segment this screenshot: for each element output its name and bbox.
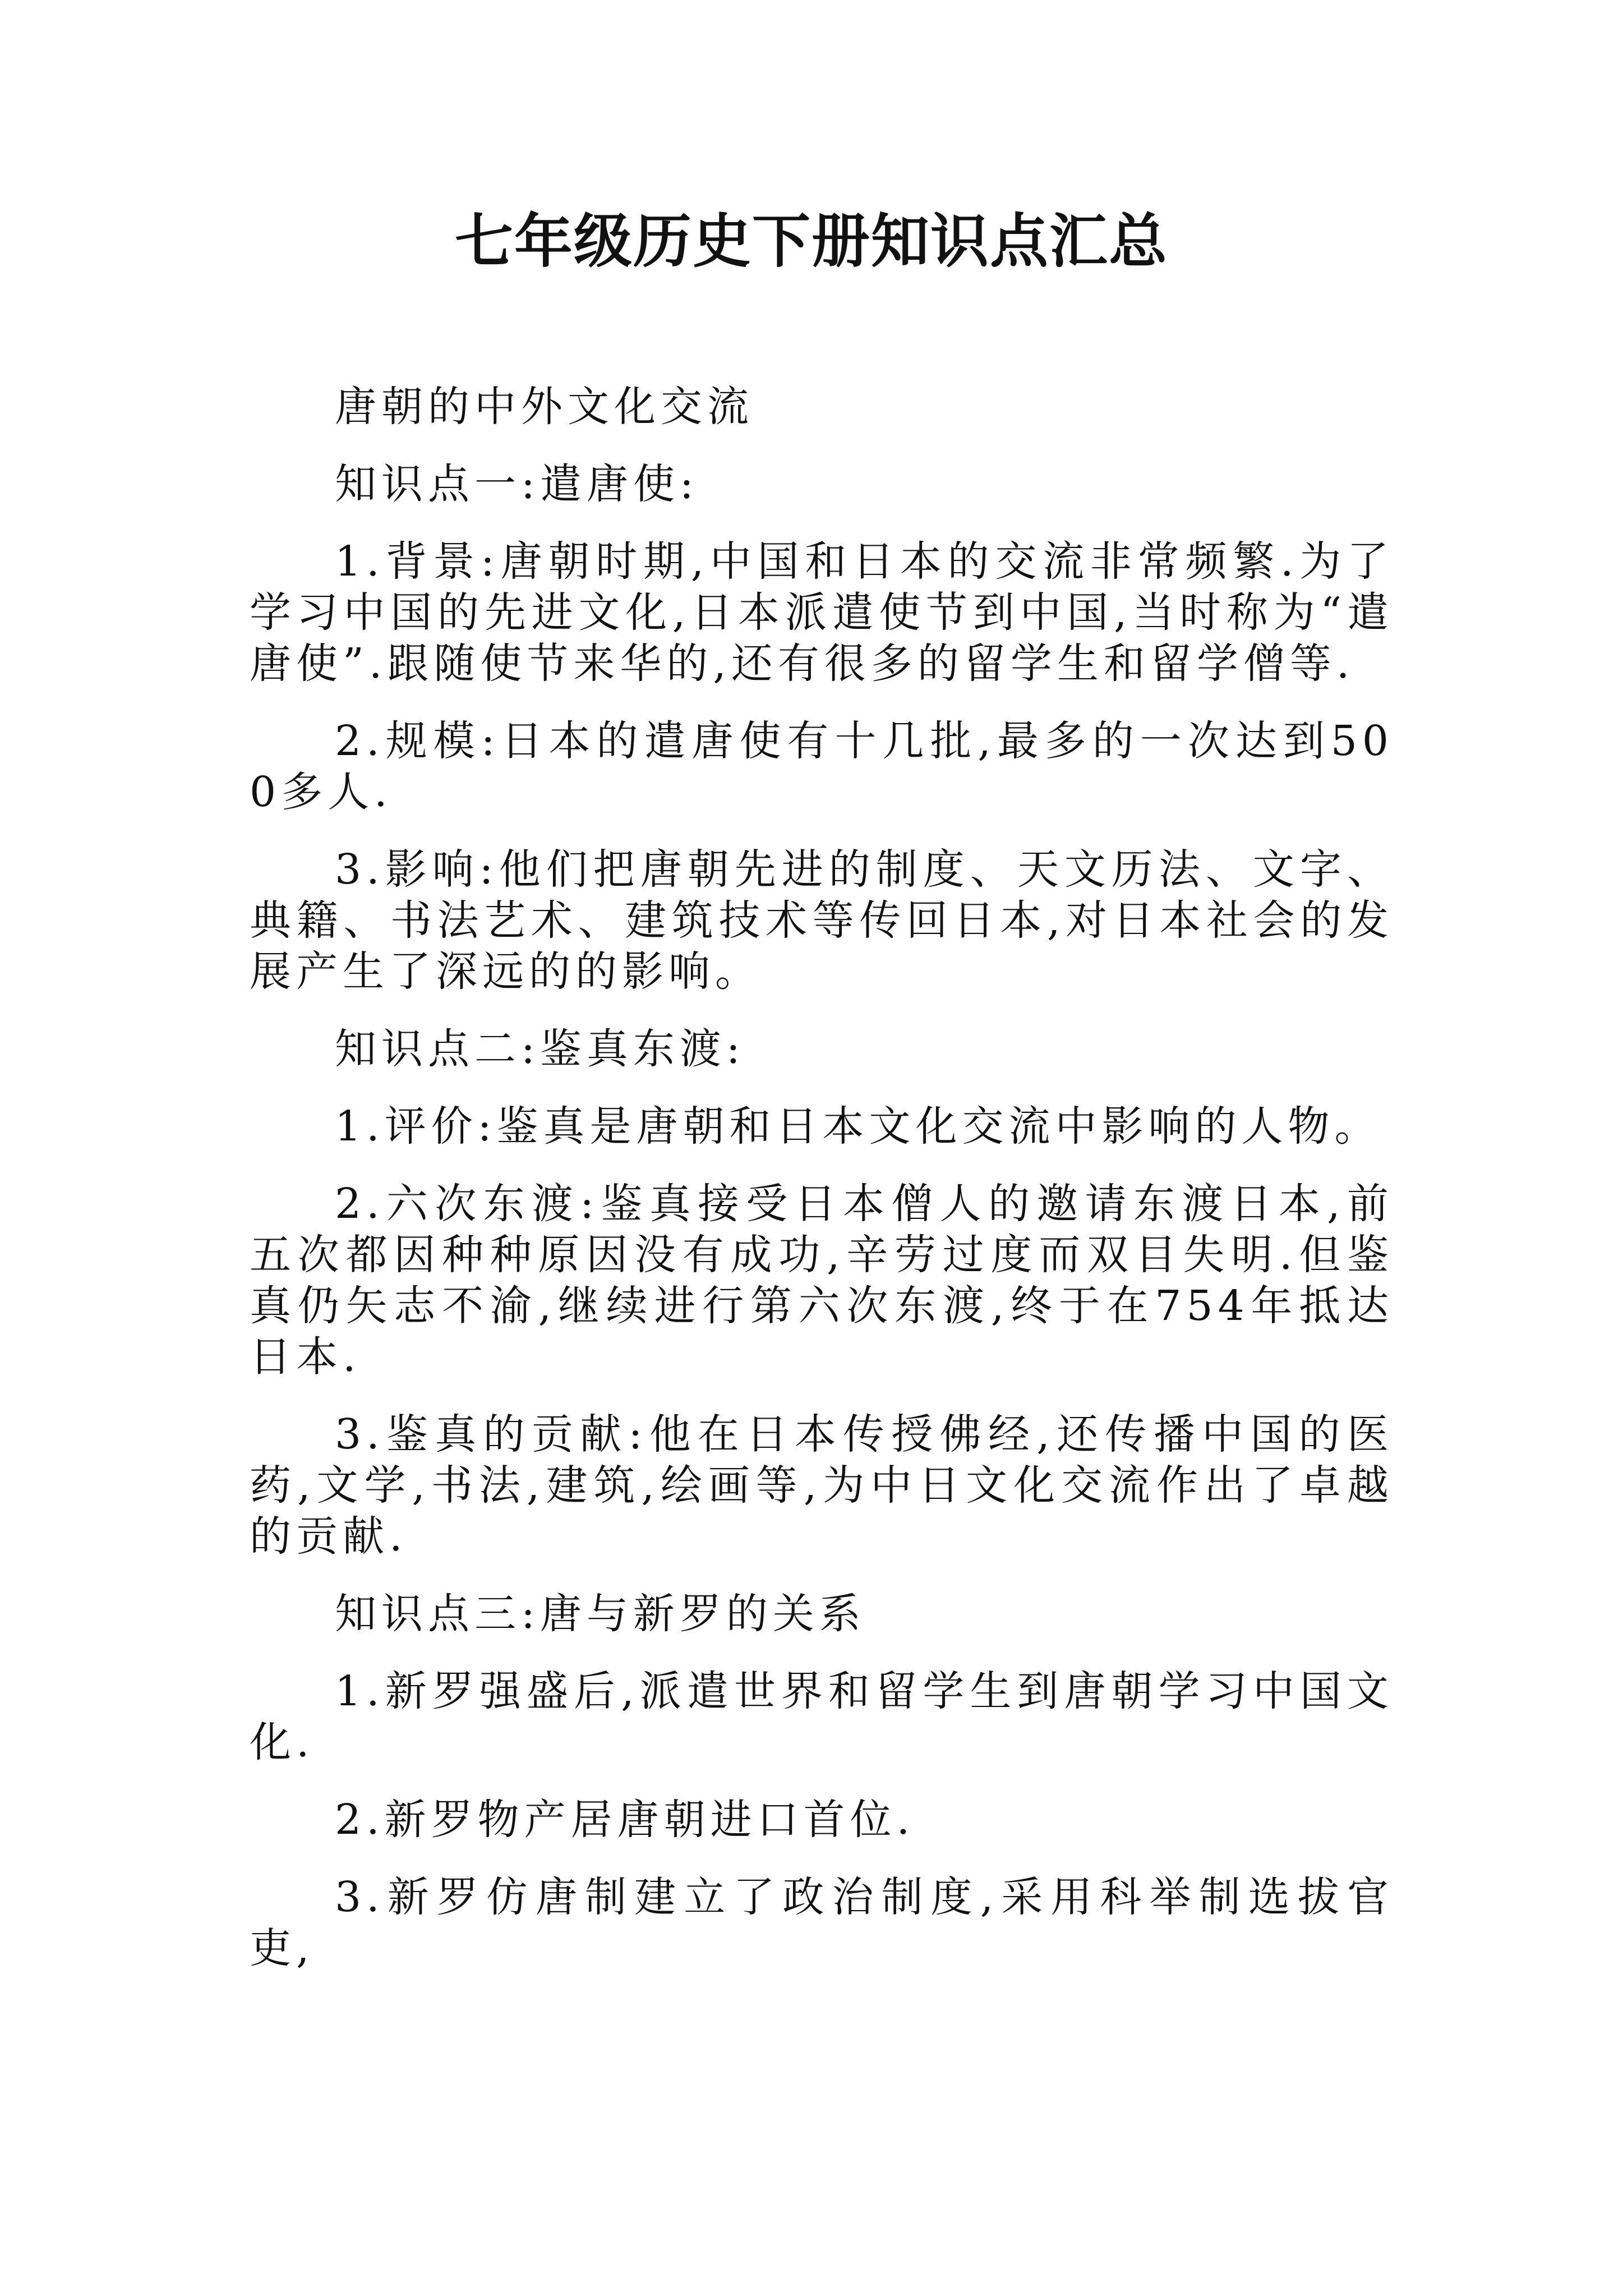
body-paragraph: 1.背景:唐朝时期,中国和日本的交流非常频繁.为了学习中国的先进文化,日本派遣使节到中国,当时称为“遣唐使”.跟随使节来华的,还有很多的留学生和留学僧等.: [250, 537, 1394, 688]
document-body: [250, 381, 1394, 2000]
section-heading: 唐朝的中外文化交流: [335, 383, 754, 431]
body-paragraph: 2.规模:日本的遣唐使有十几批,最多的一次达到500多人.: [250, 717, 1394, 816]
body-paragraph: 3.新罗仿唐制建立了政治制度,采用科举制选拔官吏,: [250, 1873, 1394, 1972]
body-paragraph: 3.鉴真的贡献:他在日本传授佛经,还传播中国的医药,文学,书法,建筑,绘画等,为中日文化交流作出了卓越的贡献.: [250, 1410, 1394, 1561]
body-paragraph: 3.影响:他们把唐朝先进的制度、天文历法、文字、典籍、书法艺术、建筑技术等传回日本,对日本社会的发展产生了深远的的影响。: [250, 845, 1394, 996]
body-paragraph: 1.评价:鉴真是唐朝和日本文化交流中影响的人物。: [335, 1102, 1381, 1151]
document-title: 七年级历史下册知识点汇总: [454, 206, 1168, 275]
knowledge-point-heading: 知识点三:唐与新罗的关系: [335, 1590, 866, 1638]
body-paragraph: 2.六次东渡:鉴真接受日本僧人的邀请东渡日本,前五次都因种种原因没有成功,辛劳过度而双目失明.但鉴真仍矢志不渝,继续进行第六次东渡,终于在754年抵达日本.: [250, 1180, 1394, 1381]
body-paragraph: 1.新罗强盛后,派遣世界和留学生到唐朝学习中国文化.: [250, 1667, 1394, 1766]
body-paragraph: 2.新罗物产居唐朝进口首位.: [335, 1796, 915, 1844]
knowledge-point-heading: 知识点一:遣唐使:: [335, 460, 699, 508]
knowledge-point-heading: 知识点二:鉴真东渡:: [335, 1025, 745, 1073]
